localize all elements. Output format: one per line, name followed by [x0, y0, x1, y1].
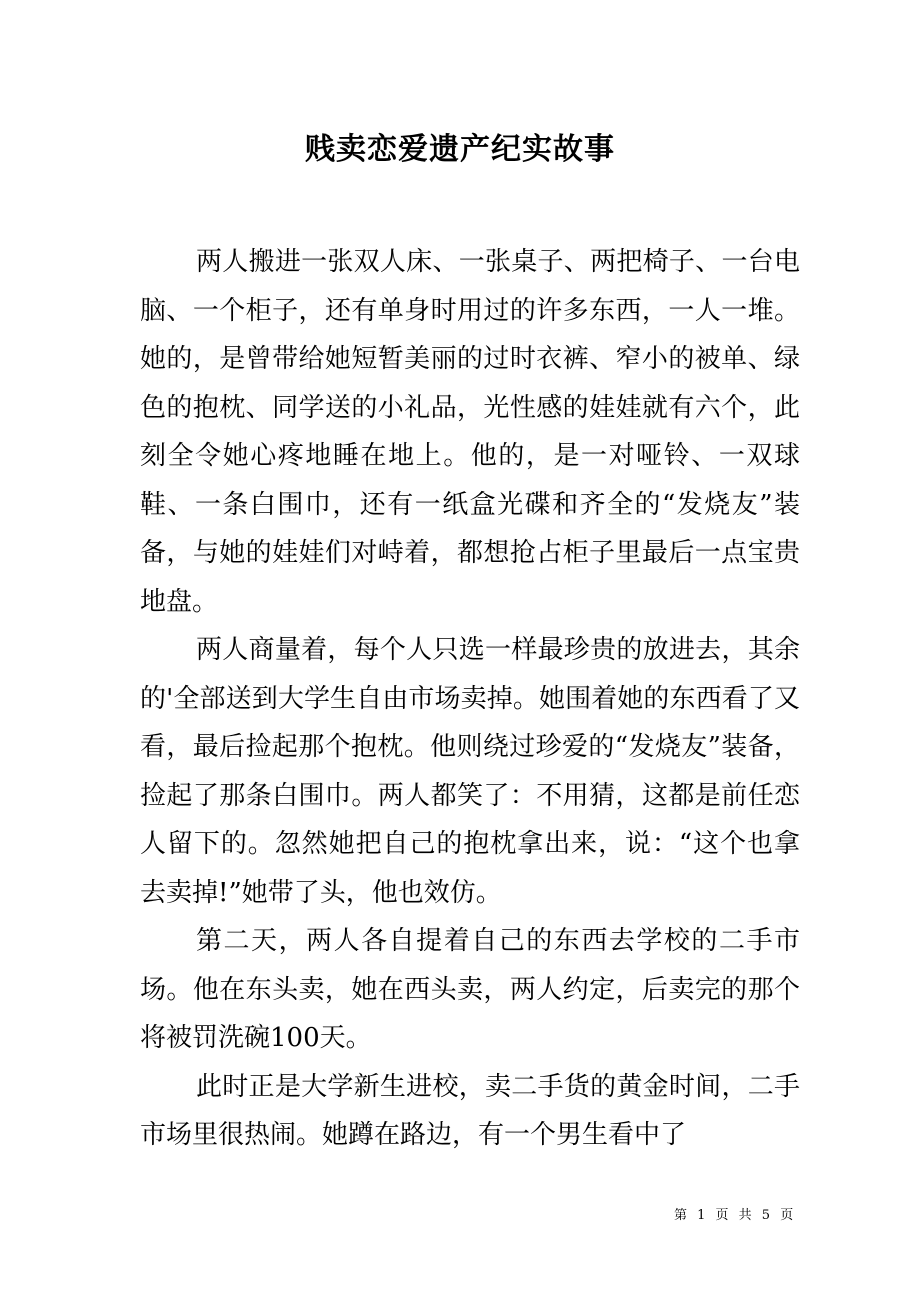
paragraph-3: 第二天，两人各自提着自己的东西去学校的二手市场。他在东头卖，她在西头卖，两人约定，后卖完的那个将被罚洗碗100天。	[140, 926, 800, 1053]
page-number-footer: 第 1 页 共 5 页	[674, 1208, 797, 1223]
paragraph-4: 此时正是大学新生进校，卖二手货的黄金时间，二手市场里很热闹。她蹲在路边，有一个男生看中了	[140, 1071, 800, 1150]
document-body	[140, 238, 800, 1160]
paragraph-2: 两人商量着，每个人只选一样最珍贵的放进去，其余的'全部送到大学生自由市场卖掉。她围着她的东西看了又看，最后捡起那个抱枕。他则绕过珍爱的“发烧友”装备，捡起了那条白围巾。两人都笑了：不用猜，这都是前任恋人留下的。忽然她把自己的抱枕拿出来，说：“这个也拿去卖掉!”她带了头，他也效仿。	[140, 635, 800, 908]
document-title: 贱卖恋爱遗产纪实故事	[305, 132, 615, 167]
paragraph-1: 两人搬进一张双人床、一张桌子、两把椅子、一台电脑、一个柜子，还有单身时用过的许多东西，一人一堆。她的，是曾带给她短暂美丽的过时衣裤、窄小的被单、绿色的抱枕、同学送的小礼品，光性感的娃娃就有六个，此刻全令她心疼地睡在地上。他的，是一对哑铃、一双球鞋、一条白围巾，还有一纸盒光碟和齐全的“发烧友”装备，与她的娃娃们对峙着，都想抢占柜子里最后一点宝贵地盘。	[140, 247, 800, 617]
